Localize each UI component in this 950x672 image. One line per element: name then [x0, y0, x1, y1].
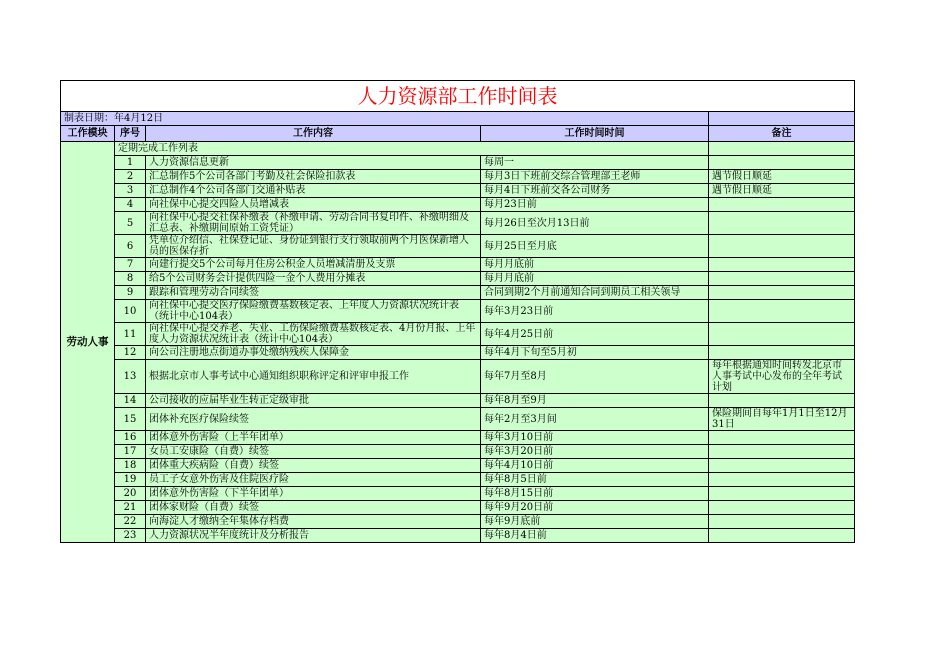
row-time[interactable]: 每年7月至8月	[481, 360, 709, 394]
row-time[interactable]: 每年3月20日前	[481, 445, 709, 459]
table-row	[61, 360, 855, 394]
row-number[interactable]: 5	[115, 212, 146, 235]
row-note[interactable]	[709, 394, 855, 408]
row-number[interactable]: 1	[115, 156, 146, 170]
row-time[interactable]: 每年9月底前	[481, 515, 709, 529]
row-number[interactable]: 2	[115, 170, 146, 184]
sheet-title: 人力资源部工作时间表	[61, 81, 855, 112]
row-note[interactable]	[709, 235, 855, 258]
row-content[interactable]: 向社保中心提交社保补缴表（补缴申请、劳动合同书复印件、补缴明细及汇总表、补缴期间原始工资凭证）	[146, 212, 481, 235]
row-content[interactable]: 团体重大疾病险（自费）续签	[146, 459, 481, 473]
row-note[interactable]	[709, 459, 855, 473]
table-row	[61, 501, 855, 515]
header-note[interactable]: 备注	[709, 126, 855, 142]
row-note[interactable]: 每年根据通知时间转发北京市人事考试中心发布的全年考试计划	[709, 360, 855, 394]
row-number[interactable]: 11	[115, 323, 146, 346]
table-row	[61, 445, 855, 459]
row-number[interactable]: 4	[115, 198, 146, 212]
row-content[interactable]: 给5个公司财务会计提供四险一金个人费用分摊表	[146, 272, 481, 286]
row-note[interactable]	[709, 258, 855, 272]
row-number[interactable]: 6	[115, 235, 146, 258]
row-time[interactable]: 合同到期2个月前通知合同到期员工相关领导	[481, 286, 709, 300]
work-schedule-table	[60, 80, 855, 543]
row-note[interactable]	[709, 431, 855, 445]
row-note[interactable]	[709, 323, 855, 346]
row-number[interactable]: 3	[115, 184, 146, 198]
date-label[interactable]: 制表日期：年4月12日	[61, 112, 709, 126]
row-time[interactable]: 每周一	[481, 156, 709, 170]
table-row	[61, 156, 855, 170]
row-content[interactable]: 员工子女意外伤害及住院医疗险	[146, 473, 481, 487]
table-row	[61, 212, 855, 235]
row-number[interactable]: 10	[115, 300, 146, 323]
row-time[interactable]: 每月月底前	[481, 258, 709, 272]
row-note[interactable]	[709, 445, 855, 459]
table-row	[61, 184, 855, 198]
table-row	[61, 473, 855, 487]
row-content[interactable]: 向社保中心提交医疗保险缴费基数核定表、上年度人力资源状况统计表（统计中心104表）	[146, 300, 481, 323]
row-time[interactable]: 每年2月至3月间	[481, 408, 709, 431]
row-note[interactable]	[709, 487, 855, 501]
row-time[interactable]: 每月23日前	[481, 198, 709, 212]
table-row	[61, 515, 855, 529]
row-time[interactable]: 每年8月5日前	[481, 473, 709, 487]
table-row	[61, 198, 855, 212]
table-row	[61, 286, 855, 300]
row-time[interactable]: 每月月底前	[481, 272, 709, 286]
row-content[interactable]: 向社保中心提交养老、失业、工伤保险缴费基数核定表、4月份月报、上年度人力资源状况统计表（统计中心104表）	[146, 323, 481, 346]
row-note[interactable]: 遇节假日顺延	[709, 184, 855, 198]
row-content[interactable]: 向公司注册地点街道办事处缴纳残疾人保障金	[146, 346, 481, 360]
row-number[interactable]: 15	[115, 408, 146, 431]
row-note[interactable]	[709, 212, 855, 235]
row-time[interactable]: 每年8月4日前	[481, 529, 709, 543]
row-number[interactable]: 19	[115, 473, 146, 487]
header-time[interactable]: 工作时间时间	[481, 126, 709, 142]
row-time[interactable]: 每月25日至月底	[481, 235, 709, 258]
row-number[interactable]: 23	[115, 529, 146, 543]
table-row	[61, 529, 855, 543]
date-row-empty-cell[interactable]	[709, 112, 855, 126]
row-content[interactable]: 向社保中心提交四险人员增减表	[146, 198, 481, 212]
row-content[interactable]: 人力资源信息更新	[146, 156, 481, 170]
row-number[interactable]: 22	[115, 515, 146, 529]
row-content[interactable]: 汇总制作4个公司各部门交通补贴表	[146, 184, 481, 198]
row-content[interactable]: 向海淀人才缴纳全年集体存档费	[146, 515, 481, 529]
table-row	[61, 235, 855, 258]
section-label[interactable]: 定期完成工作列表	[115, 142, 709, 156]
row-content[interactable]: 团体家财险（自费）续签	[146, 501, 481, 515]
row-note[interactable]	[709, 515, 855, 529]
section-note-cell[interactable]	[709, 142, 855, 156]
row-time[interactable]: 每年4月25日前	[481, 323, 709, 346]
table-row	[61, 300, 855, 323]
row-content[interactable]: 女员工安康险（自费）续签	[146, 445, 481, 459]
row-time[interactable]: 每月26日至次月13日前	[481, 212, 709, 235]
row-time[interactable]: 每年9月20日前	[481, 501, 709, 515]
row-note[interactable]	[709, 501, 855, 515]
table-row	[61, 459, 855, 473]
row-number[interactable]: 16	[115, 431, 146, 445]
row-number[interactable]: 13	[115, 360, 146, 394]
header-content[interactable]: 工作内容	[146, 126, 481, 142]
row-content[interactable]: 汇总制作5个公司各部门考勤及社会保险扣款表	[146, 170, 481, 184]
row-note[interactable]	[709, 473, 855, 487]
row-number[interactable]: 18	[115, 459, 146, 473]
table-row	[61, 258, 855, 272]
table-row	[61, 431, 855, 445]
row-content[interactable]: 人力资源状况半年度统计及分析报告	[146, 529, 481, 543]
row-number[interactable]: 9	[115, 286, 146, 300]
row-number[interactable]: 12	[115, 346, 146, 360]
row-content[interactable]: 跟踪和管理劳动合同续签	[146, 286, 481, 300]
table-row	[61, 346, 855, 360]
header-module[interactable]: 工作模块	[61, 126, 115, 142]
row-content[interactable]: 凭单位介绍信、社保登记证、身份证到银行支行领取前两个月医保新增人员的医保存折	[146, 235, 481, 258]
row-number[interactable]: 17	[115, 445, 146, 459]
row-time[interactable]: 每年3月23日前	[481, 300, 709, 323]
row-content[interactable]: 团体补充医疗保险续签	[146, 408, 481, 431]
row-time[interactable]: 每月3日下班前交综合管理部王老师	[481, 170, 709, 184]
row-note[interactable]	[709, 300, 855, 323]
row-note[interactable]	[709, 286, 855, 300]
table-row	[61, 170, 855, 184]
row-note[interactable]	[709, 529, 855, 543]
table-row	[61, 487, 855, 501]
table-row	[61, 323, 855, 346]
row-content[interactable]: 公司接收的应届毕业生转正定级审批	[146, 394, 481, 408]
row-time[interactable]: 每年8月至9月	[481, 394, 709, 408]
row-note[interactable]	[709, 198, 855, 212]
row-number[interactable]: 8	[115, 272, 146, 286]
row-note[interactable]	[709, 272, 855, 286]
row-note[interactable]	[709, 346, 855, 360]
header-number[interactable]: 序号	[115, 126, 146, 142]
module-cell[interactable]: 劳动人事	[61, 142, 115, 543]
row-content[interactable]: 团体意外伤害险（下半年团单）	[146, 487, 481, 501]
row-time[interactable]: 每年4月下旬至5月初	[481, 346, 709, 360]
row-number[interactable]: 20	[115, 487, 146, 501]
table-row	[61, 394, 855, 408]
table-row	[61, 408, 855, 431]
row-time[interactable]: 每年4月10日前	[481, 459, 709, 473]
row-time[interactable]: 每年8月15日前	[481, 487, 709, 501]
row-note[interactable]: 保险期间自每年1月1日至12月31日	[709, 408, 855, 431]
row-time[interactable]: 每年3月10日前	[481, 431, 709, 445]
row-time[interactable]: 每月4日下班前交各公司财务	[481, 184, 709, 198]
row-number[interactable]: 14	[115, 394, 146, 408]
row-number[interactable]: 7	[115, 258, 146, 272]
table-row	[61, 272, 855, 286]
row-note[interactable]: 遇节假日顺延	[709, 170, 855, 184]
row-content[interactable]: 根据北京市人事考试中心通知组织职称评定和评审申报工作	[146, 360, 481, 394]
row-content[interactable]: 团体意外伤害险（上半年团单）	[146, 431, 481, 445]
row-content[interactable]: 向建行提交5个公司每月住房公积金人员增减清册及支票	[146, 258, 481, 272]
row-number[interactable]: 21	[115, 501, 146, 515]
row-note[interactable]	[709, 156, 855, 170]
